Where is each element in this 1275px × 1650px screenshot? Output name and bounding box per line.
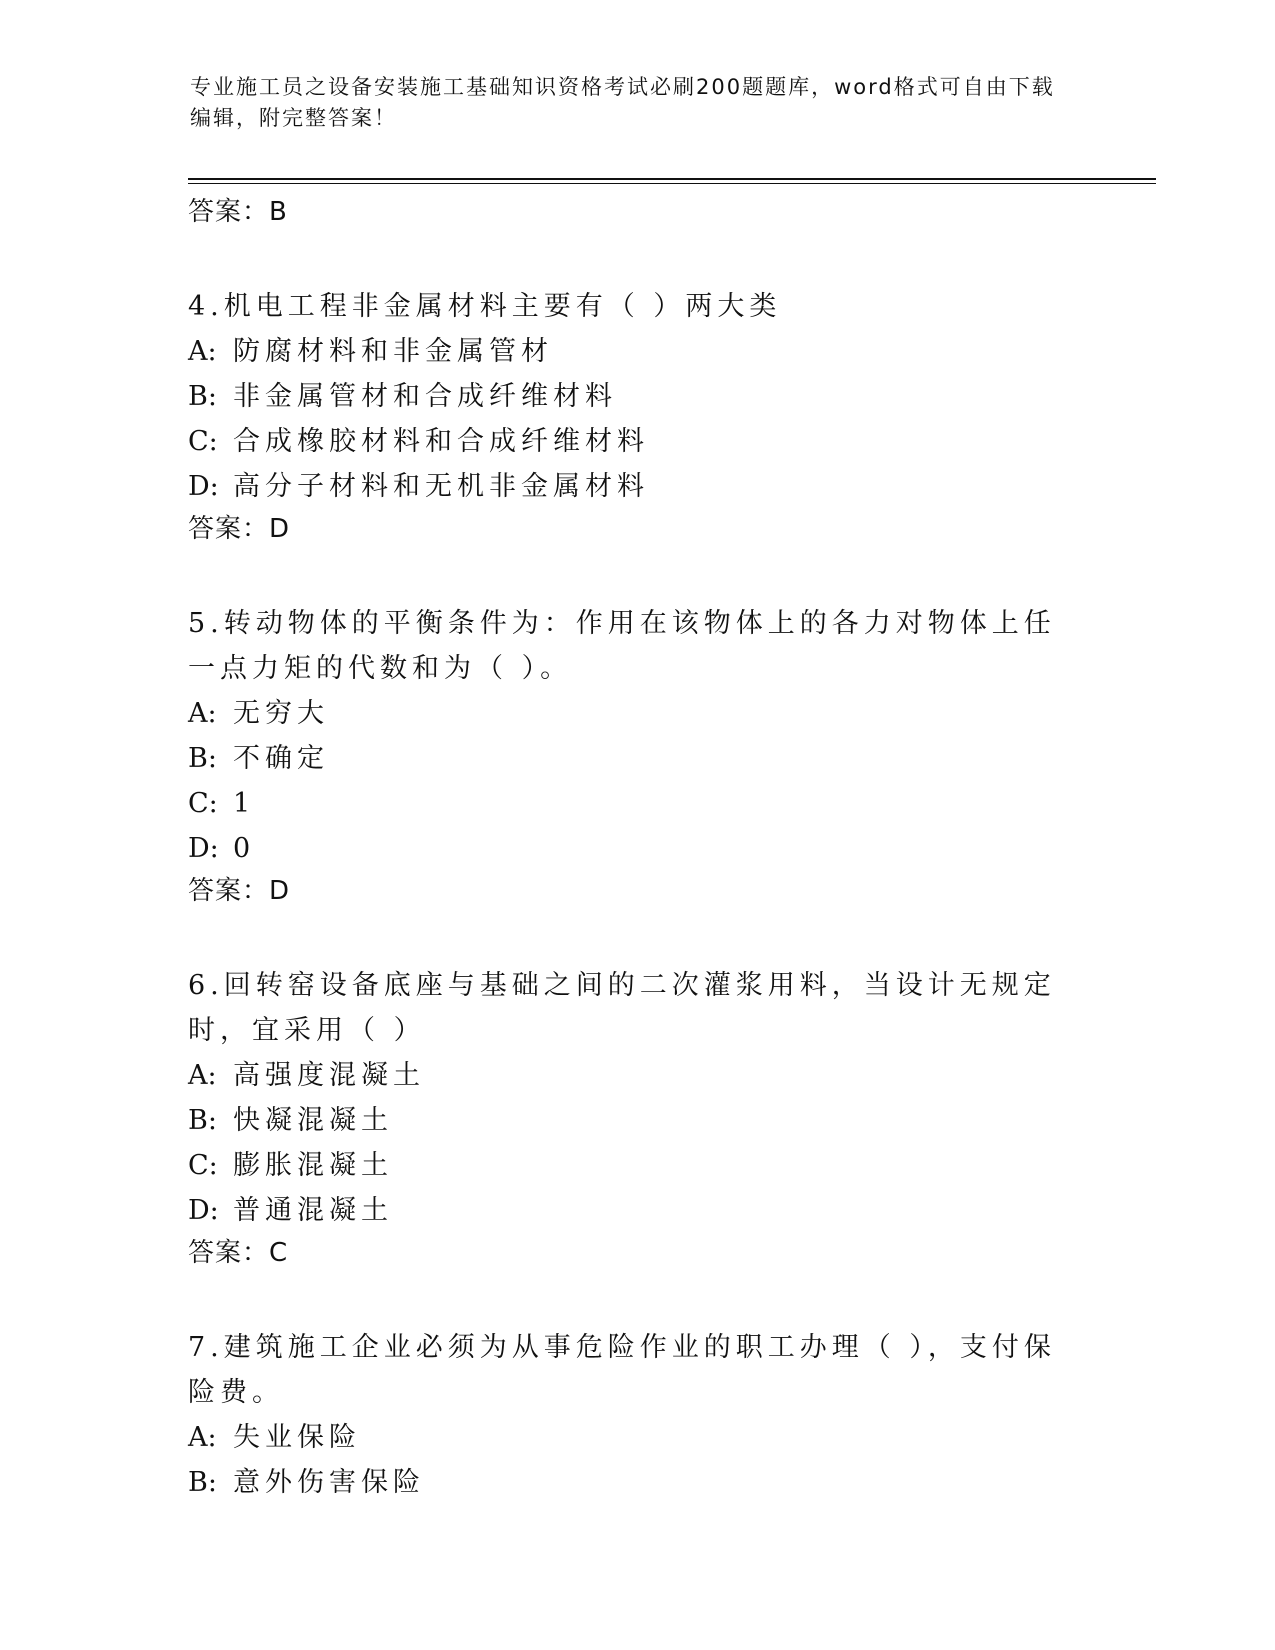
option-text: 0	[233, 833, 256, 864]
option-text: 意外伤害保险	[233, 1467, 425, 1498]
question-block	[188, 963, 1088, 1273]
option-text: 1	[233, 788, 256, 819]
option-text: 膨胀混凝土	[233, 1150, 393, 1181]
option-c	[188, 1143, 1088, 1188]
question-stem: 7.建筑施工企业必须为从事危险作业的职工办理（ ），支付保险费。	[188, 1332, 1056, 1408]
question-stem: 5.转动物体的平衡条件为：作用在该物体上的各力对物体上任一点力矩的代数和为（ ）。	[188, 608, 1056, 684]
option-letter: C:	[188, 788, 218, 819]
document-header: 专业施工员之设备安装施工基础知识资格考试必刷200题题库，word格式可自由下载编辑，附完整答案！	[190, 75, 1055, 130]
option-text: 失业保险	[233, 1422, 361, 1453]
option-letter: A:	[188, 336, 217, 367]
option-text: 无穷大	[233, 698, 329, 729]
answer-line: 答案：D	[188, 514, 291, 544]
option-text: 快凝混凝土	[233, 1105, 393, 1136]
option-text: 高强度混凝土	[233, 1060, 425, 1091]
option-letter: C:	[188, 1150, 218, 1181]
question-stem: 6.回转窑设备底座与基础之间的二次灌浆用料，当设计无规定时，宜采用（ ）	[188, 970, 1056, 1046]
document-body	[188, 192, 1088, 1505]
answer-line: 答案：B	[188, 197, 288, 227]
answer-line: 答案：C	[188, 1238, 289, 1268]
option-text: 合成橡胶材料和合成纤维材料	[233, 426, 649, 457]
option-b	[188, 1098, 1088, 1143]
question-block	[188, 1325, 1088, 1505]
option-letter: B:	[188, 381, 217, 412]
option-a	[188, 691, 1088, 736]
option-text: 高分子材料和无机非金属材料	[233, 471, 649, 502]
option-letter: D:	[188, 471, 219, 502]
question-block	[188, 601, 1088, 911]
option-text: 防腐材料和非金属管材	[233, 336, 553, 367]
option-text: 非金属管材和合成纤维材料	[233, 381, 617, 412]
option-a	[188, 1053, 1088, 1098]
option-d	[188, 826, 1088, 871]
option-letter: B:	[188, 1467, 217, 1498]
option-letter: A:	[188, 1060, 217, 1091]
option-letter: B:	[188, 1105, 217, 1136]
option-text: 不确定	[233, 743, 329, 774]
option-a	[188, 329, 1088, 374]
option-c	[188, 781, 1088, 826]
header-rule-thin	[188, 183, 1156, 184]
header-rule-thick	[188, 178, 1156, 180]
option-b	[188, 1460, 1088, 1505]
option-d	[188, 1188, 1088, 1233]
option-a	[188, 1415, 1088, 1460]
option-letter: D:	[188, 833, 219, 864]
option-b	[188, 374, 1088, 419]
option-d	[188, 464, 1088, 509]
answer-line: 答案：D	[188, 876, 291, 906]
question-stem: 4.机电工程非金属材料主要有（ ）两大类	[188, 291, 782, 322]
option-letter: A:	[188, 1422, 217, 1453]
option-letter: A:	[188, 698, 217, 729]
option-b	[188, 736, 1088, 781]
option-letter: B:	[188, 743, 217, 774]
option-c	[188, 419, 1088, 464]
option-letter: D:	[188, 1195, 219, 1226]
option-text: 普通混凝土	[233, 1195, 393, 1226]
question-block	[188, 284, 1088, 549]
option-letter: C:	[188, 426, 218, 457]
